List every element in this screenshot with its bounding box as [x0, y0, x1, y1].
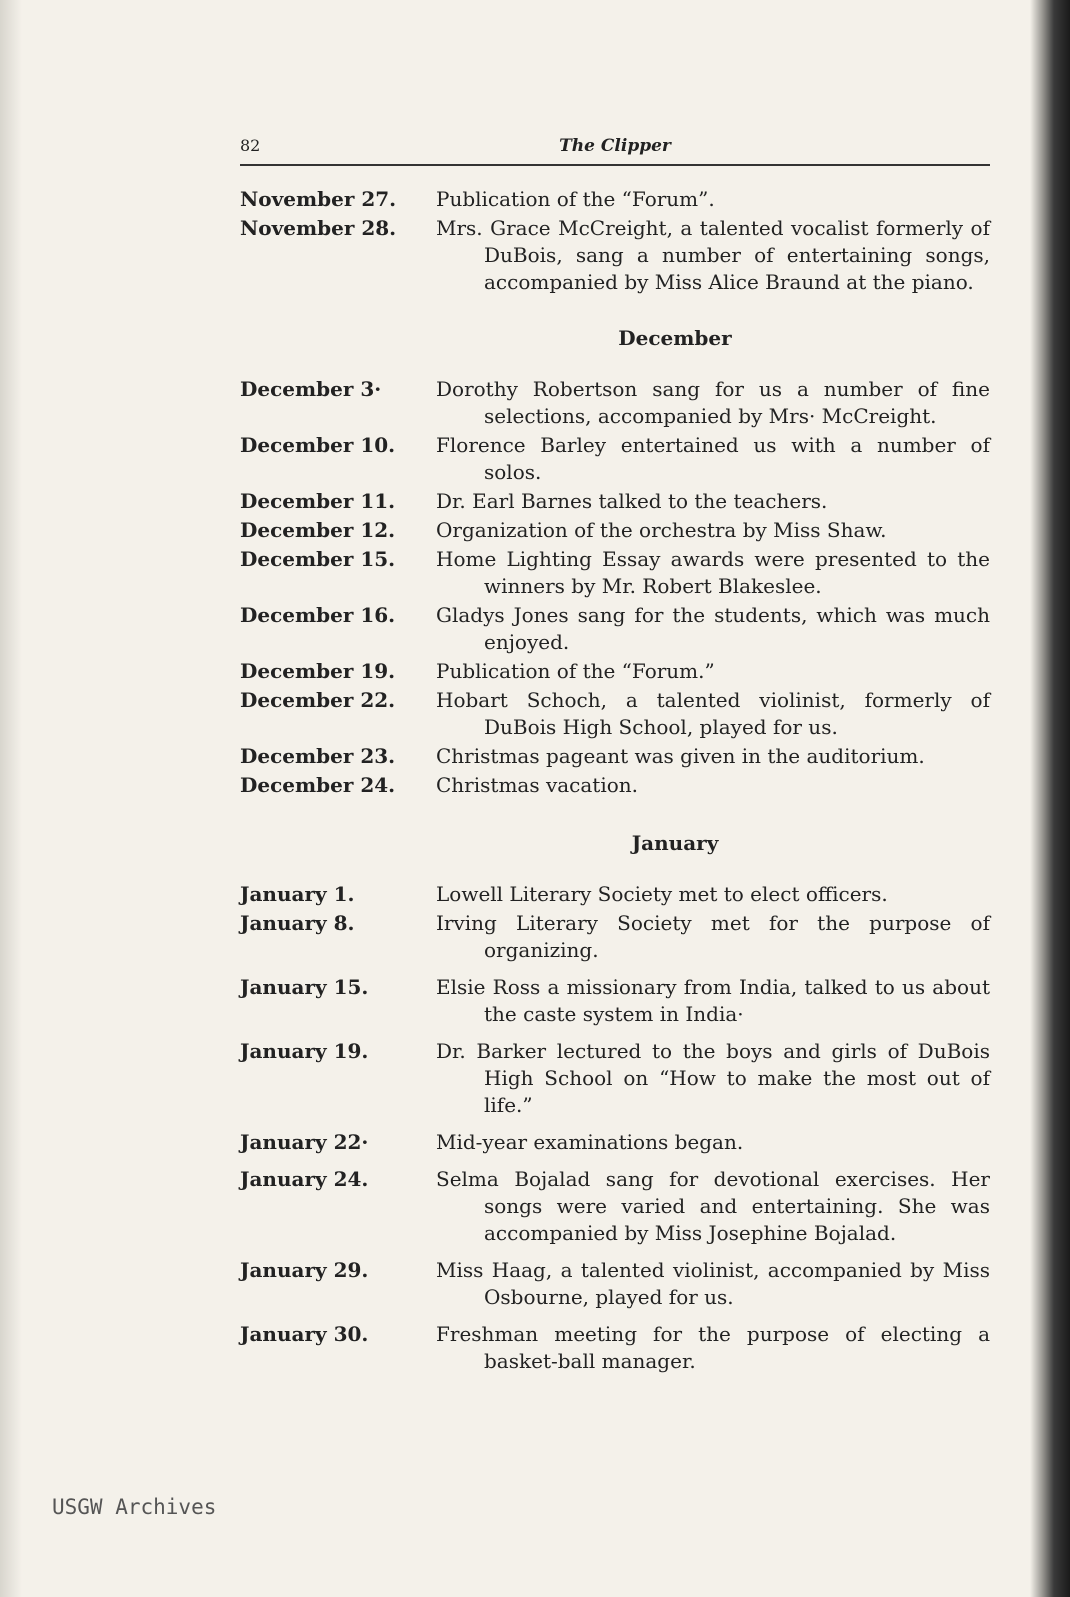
entry-text: Dr. Barker lectured to the boys and girls of DuBois High School on “How to make the most out of life.”	[436, 1039, 990, 1117]
entry-date: December 24.	[240, 773, 396, 797]
entry-text: Christmas vacation.	[436, 773, 639, 797]
entry-text: Christmas pageant was given in the auditorium.	[436, 744, 925, 768]
calendar-entry	[240, 488, 990, 515]
page-number: 82	[240, 136, 261, 155]
entry-text: Irving Literary Society met for the purpose of organizing.	[436, 911, 990, 962]
archive-watermark: USGW Archives	[52, 1495, 217, 1519]
entry-text: Florence Barley entertained us with a number of solos.	[436, 433, 990, 484]
entry-date: January 15.	[240, 975, 369, 999]
calendar-entry	[240, 687, 990, 741]
entry-text: Dorothy Robertson sang for us a number of fine selections, accompanied by Mrs· McCreight.	[436, 377, 990, 428]
entry-date: December 19.	[240, 659, 396, 683]
entry-date: January 22·	[240, 1130, 369, 1154]
calendar-entry	[240, 1321, 990, 1375]
entry-date: December 16.	[240, 603, 396, 627]
calendar-entry	[240, 517, 990, 544]
calendar-entry	[240, 743, 990, 770]
entry-text: Lowell Literary Society met to elect officers.	[436, 882, 888, 906]
entry-date: December 12.	[240, 518, 396, 542]
entry-text: Hobart Schoch, a talented violinist, formerly of DuBois High School, played for us.	[436, 688, 990, 739]
running-head	[240, 136, 990, 166]
calendar-entry	[240, 772, 990, 799]
entry-date: December 11.	[240, 489, 396, 513]
page-left-shadow	[0, 0, 22, 1597]
entry-text: Publication of the “Forum”.	[436, 187, 715, 211]
calendar-entry	[240, 910, 990, 964]
calendar-entry	[240, 546, 990, 600]
calendar-entry	[240, 881, 990, 908]
calendar-entry	[240, 658, 990, 685]
entry-text: Selma Bojalad sang for devotional exercises. Her songs were varied and entertaining. She was accompanied by Miss Josephine Bojalad.	[436, 1167, 990, 1245]
month-heading: December	[618, 326, 732, 350]
entry-text: Gladys Jones sang for the students, which was much enjoyed.	[436, 603, 990, 654]
calendar-entry	[240, 376, 990, 430]
entry-text: Elsie Ross a missionary from India, talked to us about the caste system in India·	[436, 975, 990, 1026]
entry-date: January 19.	[240, 1039, 369, 1063]
entry-text: Dr. Earl Barnes talked to the teachers.	[436, 489, 828, 513]
entry-date: November 27.	[240, 187, 397, 211]
entry-date: January 8.	[240, 911, 355, 935]
entry-date: January 30.	[240, 1322, 369, 1346]
calendar-entry	[240, 186, 990, 213]
entry-text: Home Lighting Essay awards were presented to the winners by Mr. Robert Blakeslee.	[436, 547, 990, 598]
entry-date: December 22.	[240, 688, 396, 712]
entry-date: December 23.	[240, 744, 396, 768]
entry-text: Organization of the orchestra by Miss Shaw.	[436, 518, 887, 542]
entry-date: November 28.	[240, 216, 397, 240]
entry-text: Publication of the “Forum.”	[436, 659, 715, 683]
entry-date: January 24.	[240, 1167, 369, 1191]
entry-date: December 10.	[240, 433, 396, 457]
entry-text: Miss Haag, a talented violinist, accompanied by Miss Osbourne, played for us.	[436, 1258, 990, 1309]
calendar-entry	[240, 432, 990, 486]
calendar-entry	[240, 1257, 990, 1311]
calendar-entry	[240, 1038, 990, 1119]
entry-date: January 29.	[240, 1258, 369, 1282]
month-heading: January	[631, 831, 719, 855]
calendar-entry	[240, 974, 990, 1028]
calendar-entry	[240, 602, 990, 656]
calendar-entry	[240, 1129, 990, 1156]
calendar-content	[240, 186, 990, 1377]
entry-date: January 1.	[240, 882, 355, 906]
header-rule	[240, 164, 990, 166]
entry-text: Freshman meeting for the purpose of electing a basket-ball manager.	[436, 1322, 990, 1373]
journal-title: The Clipper	[559, 136, 671, 156]
entry-date: December 3·	[240, 377, 382, 401]
calendar-entry	[240, 215, 990, 296]
entry-text: Mid-year examinations began.	[436, 1130, 744, 1154]
calendar-entry	[240, 1166, 990, 1247]
book-spine-shadow	[1030, 0, 1070, 1597]
entry-date: December 15.	[240, 547, 396, 571]
entry-text: Mrs. Grace McCreight, a talented vocalist formerly of DuBois, sang a number of entertaining songs, accompanied by Miss Alice Braund at the piano.	[436, 216, 990, 294]
